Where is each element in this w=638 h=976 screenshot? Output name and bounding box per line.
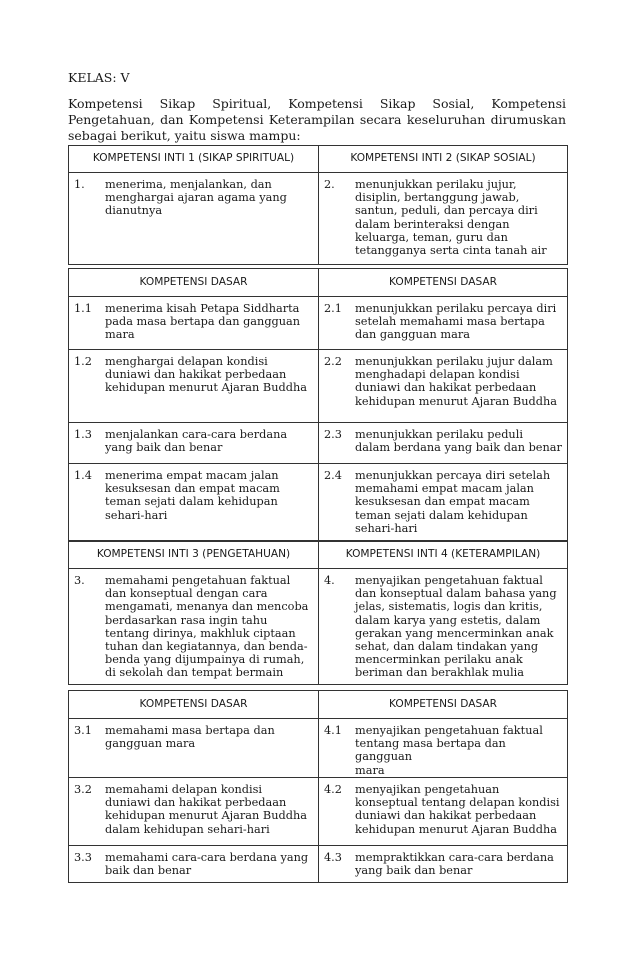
kd-text: menerima kisah Petapa Siddharta pada masa bertapa dan gangguan mara [105, 302, 301, 342]
kd-number: 3.3 [74, 851, 92, 864]
ki-3-4-table [68, 540, 568, 685]
table-header-row [69, 691, 567, 718]
kd-text: menghargai delapan kondisi duniawi dan hakikat perbedaan kehidupan menurut Ajaran Buddha [105, 355, 307, 395]
kd-number: 4.2 [324, 783, 342, 796]
kd-number: 2.1 [324, 302, 342, 315]
class-label: KELAS: V [68, 70, 130, 85]
kd-text: menerima empat macam jalan kesuksesan dan empat macam teman sejati dalam kehidupan sehari-hari [105, 469, 280, 522]
kd-text: memahami delapan kondisi duniawi dan hakikat perbedaan kehidupan menurut Ajaran Buddha dalam kehidupan sehari-hari [105, 783, 307, 836]
kd-left-header: KOMPETENSI DASAR [139, 697, 248, 710]
kd-number: 1.4 [74, 469, 92, 482]
kd-text: menunjukkan percaya diri setelah memahami empat macam jalan kesuksesan dan empat macam teman sejati dalam kehidupan sehari-hari [355, 469, 551, 535]
table-row [69, 463, 567, 541]
kd-number: 3.1 [74, 724, 92, 737]
ki-1-text: menerima, menjalankan, dan menghargai ajaran agama yang dianutnya [105, 178, 287, 218]
kd-text: menjalankan cara-cara berdana yang baik dan benar [105, 428, 288, 455]
table-row [69, 296, 567, 349]
kd-number: 4.3 [324, 851, 342, 864]
kd-text: mempraktikkan cara-cara berdana yang baik dan benar [355, 851, 554, 878]
ki-4-header: KOMPETENSI INTI 4 (KETERAMPILAN) [318, 541, 567, 568]
kd-number: 3.2 [74, 783, 92, 796]
ki-3-header: KOMPETENSI INTI 3 (PENGETAHUAN) [96, 547, 291, 560]
kd-number: 1.2 [74, 355, 92, 368]
table-row [69, 718, 567, 777]
kd-right-header: KOMPETENSI DASAR [318, 691, 567, 718]
ki-2-header: KOMPETENSI INTI 2 (SIKAP SOSIAL) [318, 146, 567, 172]
table-header-row [69, 269, 567, 296]
ki-3-number: 3. [74, 574, 85, 587]
ki-1-number: 1. [74, 178, 85, 191]
intro-paragraph: Kompetensi Sikap Spiritual, Kompetensi Sikap Sosial, Kompetensi Pengetahuan, dan Kompetensi Keterampilan secara keseluruhan dirumuskan sebagai berikut, yaitu siswa mampu: [68, 96, 566, 143]
kd-text: memahami cara-cara berdana yang baik dan benar [105, 851, 309, 878]
kd-text: memahami masa bertapa dan gangguan mara [105, 724, 275, 751]
kd-3-4-table [68, 690, 568, 883]
ki-1-header: KOMPETENSI INTI 1 (SIKAP SPIRITUAL) [92, 152, 295, 165]
kd-number: 2.4 [324, 469, 342, 482]
kd-text: menunjukkan perilaku jujur dalam menghadapi delapan kondisi duniawi dan hakikat perbedaan kehidupan menurut Ajaran Buddha [355, 355, 557, 408]
kd-text: menyajikan pengetahuan konseptual tentang delapan kondisi duniawi dan hakikat perbedaan kehidupan menurut Ajaran Buddha [355, 783, 560, 836]
table-header-row [69, 146, 567, 172]
table-header-row [69, 541, 567, 568]
kd-number: 1.3 [74, 428, 92, 441]
table-row [69, 777, 567, 845]
kd-text: menunjukkan perilaku peduli dalam berdana yang baik dan benar [355, 428, 562, 455]
kd-number: 1.1 [74, 302, 92, 315]
table-row [69, 349, 567, 422]
ki-2-text: menunjukkan perilaku jujur, disiplin, bertanggung jawab, santun, peduli, dan percaya diri dalam berinteraksi dengan keluarga, teman, guru dan tetangganya serta cinta tanah air [355, 178, 547, 258]
ki-3-text: memahami pengetahuan faktual dan konseptual dengan cara mengamati, menanya dan mencoba berdasarkan rasa ingin tahu tentang dirinya, makhluk ciptaan tuhan dan kegiatannya, dan benda- benda yang dijumpainya di rumah, di sekolah dan tempat bermain [105, 574, 309, 680]
kd-text: menunjukkan perilaku percaya diri setelah memahami masa bertapa dan gangguan mara [355, 302, 557, 342]
table-row [69, 422, 567, 463]
kd-1-2-table [68, 268, 568, 542]
kd-number: 2.2 [324, 355, 342, 368]
kd-number: 4.1 [324, 724, 342, 737]
kd-left-header: KOMPETENSI DASAR [139, 275, 248, 288]
table-row [69, 845, 567, 882]
table-row [69, 172, 567, 264]
kd-text: menyajikan pengetahuan faktual tentang masa bertapa dan gangguan mara [355, 724, 543, 777]
kd-right-header: KOMPETENSI DASAR [318, 269, 567, 296]
ki-2-number: 2. [324, 178, 335, 191]
ki-4-text: menyajikan pengetahuan faktual dan konseptual dalam bahasa yang jelas, sistematis, logis dan kritis, dalam karya yang estetis, dalam gerakan yang mencerminkan anak sehat, dan dalam tindakan yang mencerminkan perilaku anak beriman dan berakhlak mulia [355, 574, 557, 680]
table-row [69, 568, 567, 684]
ki-1-2-table [68, 145, 568, 265]
ki-4-number: 4. [324, 574, 335, 587]
kd-number: 2.3 [324, 428, 342, 441]
